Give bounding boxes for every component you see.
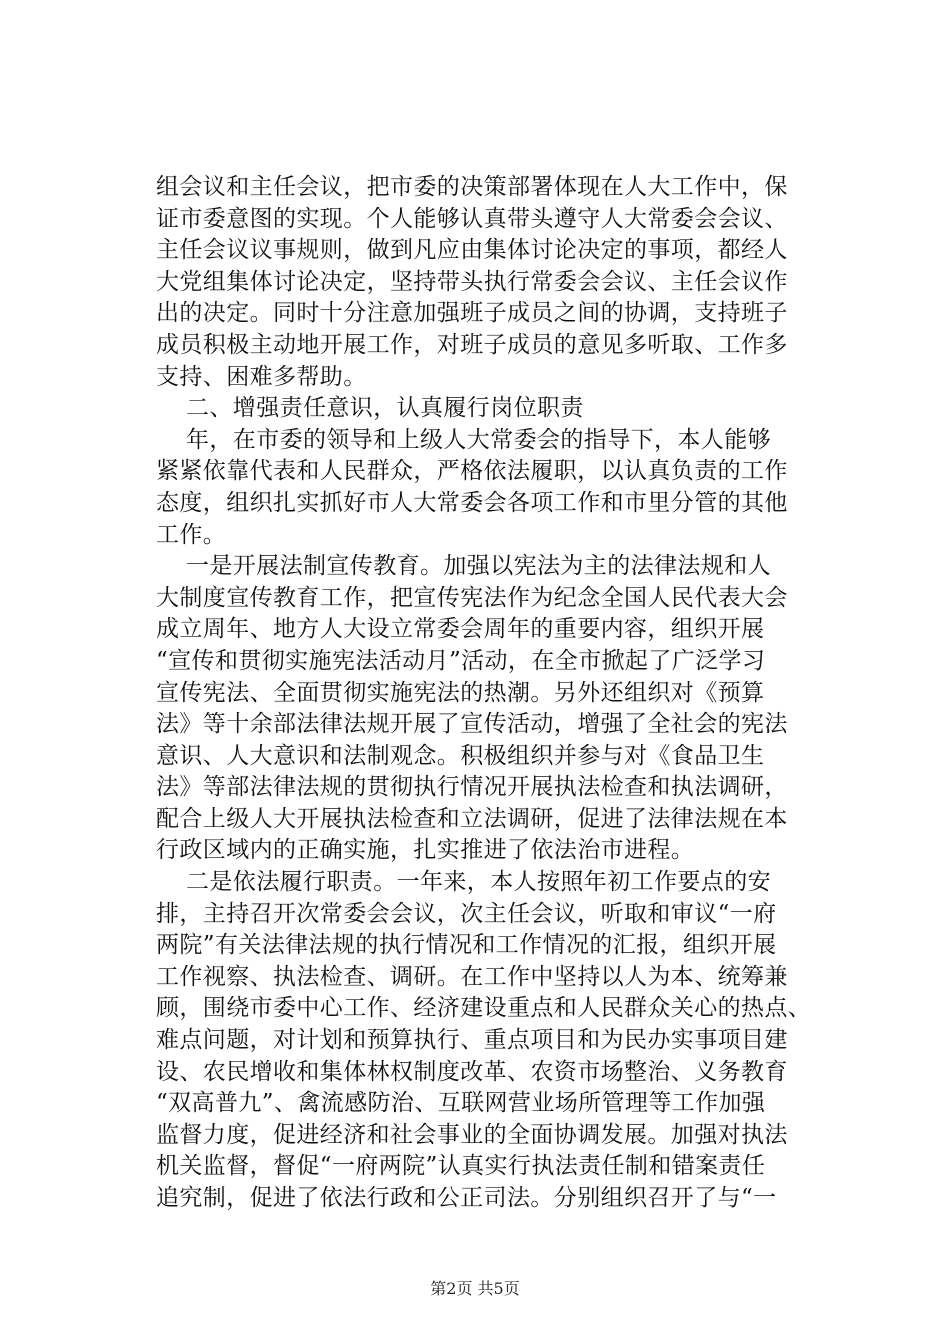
text-line: “双高普九”、禽流感防治、互联网营业场所管理等工作加强 [156,1090,766,1117]
text-line: 支持、困难多帮助。 [156,363,367,390]
text-line: 工作视察、执法检查、调研。在工作中坚持以人为本、统筹兼 [156,963,788,990]
text-line: 成员积极主动地开展工作，对班子成员的意见多听取、工作多 [156,331,788,358]
text-line: 监督力度，促进经济和社会事业的全面协调发展。加强对执法 [156,1121,788,1148]
text-line: 二是依法履行职责。一年来，本人按照年初工作要点的安 [186,869,771,896]
text-line: 法》等部法律法规的贯彻执行情况开展执法检查和执法调研， [156,774,788,801]
text-line: 工作。 [156,521,227,548]
text-line: 紧紧依靠代表和人民群众，严格依法履职，以认真负责的工作 [156,458,788,485]
text-line: 顾，围绕市委中心工作、经济建设重点和人民群众关心的热点、 [156,995,812,1022]
text-line: 出的决定。同时十分注意加强班子成员之间的协调，支持班子 [156,300,788,327]
text-line: 追究制，促进了依法行政和公正司法。分别组织召开了与“一 [156,1185,777,1211]
section-heading: 二、增强责任意识，认真履行岗位职责 [186,395,584,422]
text-line: 证市委意图的实现。个人能够认真带头遵守人大常委会会议、 [156,205,788,232]
text-line: 组会议和主任会议，把市委的决策部署体现在人大工作中，保 [156,174,788,200]
text-line: 态度，组织扎实抓好市人大常委会各项工作和市里分管的其他 [156,489,788,516]
text-line: 行政区域内的正确实施，扎实推进了依法治市进程。 [156,837,695,864]
text-line: 两院”有关法律法规的执行情况和工作情况的汇报，组织开展 [156,932,777,959]
text-line: 难点问题，对计划和预算执行、重点项目和为民办实事项目建 [156,1027,788,1054]
text-line: 排，主持召开次常委会会议，次主任会议，听取和审议“一府 [156,900,777,927]
text-line: 机关监督，督促“一府两院”认真实行执法责任制和错案责任 [156,1153,766,1180]
text-line: 年，在市委的领导和上级人大常委会的指导下，本人能够 [186,426,771,453]
text-line: 配合上级人大开展执法检查和立法调研，促进了法律法规在本 [156,805,788,832]
text-line: 主任会议议事规则，做到凡应由集体讨论决定的事项，都经人 [156,237,788,264]
text-line: 意识、人大意识和法制观念。积极组织并参与对《食品卫生 [156,742,765,769]
text-line: 大制度宣传教育工作，把宣传宪法作为纪念全国人民代表大会 [156,584,788,611]
text-line: 设、农民增收和集体林权制度改革、农资市场整治、义务教育 [156,1058,788,1085]
text-line: 一是开展法制宣传教育。加强以宪法为主的法律法规和人 [186,553,771,580]
text-line: “宣传和贯彻实施宪法活动月”活动，在全市掀起了广泛学习 [156,647,766,674]
page-number-footer: 第2页 共5页 [430,1279,520,1298]
text-line: 法》等十余部法律法规开展了宣传活动，增强了全社会的宪法 [156,711,788,738]
body-text [156,172,812,1215]
text-line: 大党组集体讨论决定，坚持带头执行常委会会议、主任会议作 [156,268,788,295]
text-line: 宣传宪法、全面贯彻实施宪法的热潮。另外还组织对《预算 [156,679,765,706]
text-line: 成立周年、地方人大设立常委会周年的重要内容，组织开展 [156,616,765,643]
